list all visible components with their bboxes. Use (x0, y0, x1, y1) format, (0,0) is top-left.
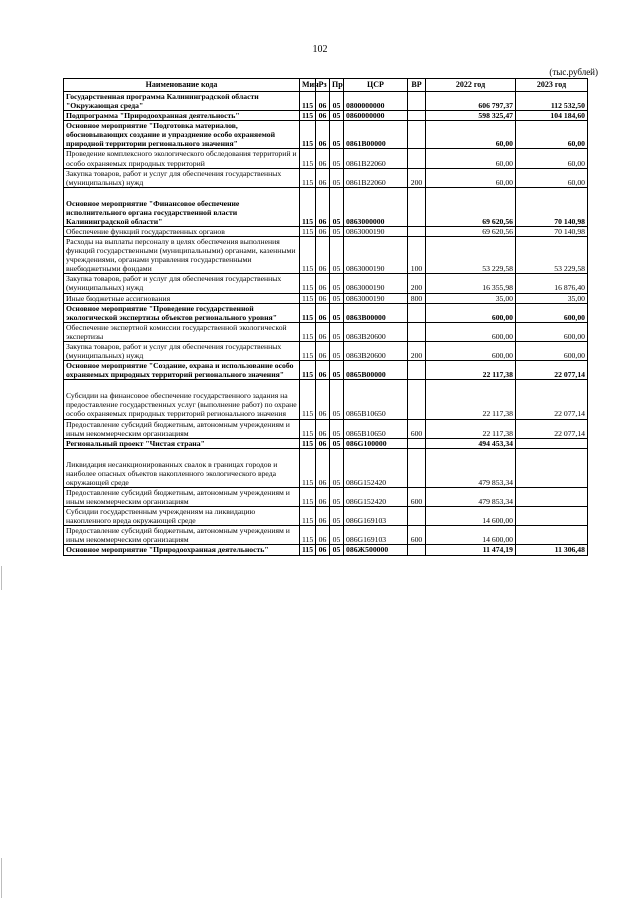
row-csr: 0800000000 (344, 92, 408, 111)
row-csr: 086G152420 (344, 487, 408, 506)
table-header-row (64, 79, 588, 92)
row-min: 115 (300, 168, 316, 187)
row-csr: 0861B22060 (344, 168, 408, 187)
row-vr (408, 438, 426, 448)
row-pr: 05 (330, 274, 344, 293)
row-rz: 06 (316, 361, 330, 380)
row-pr: 05 (330, 507, 344, 526)
row-min: 115 (300, 380, 316, 419)
header-vr: ВР (408, 79, 426, 92)
row-rz: 06 (316, 380, 330, 419)
row-2023: 35,00 (516, 293, 588, 303)
table-row (64, 448, 588, 487)
table-row (64, 545, 588, 555)
row-pr: 05 (330, 322, 344, 341)
table-row (64, 507, 588, 526)
row-2023: 600,00 (516, 303, 588, 322)
row-name: Основное мероприятие "Проведение государственной экологической экспертизы объектов регионального уровня" (64, 303, 300, 322)
row-pr: 05 (330, 448, 344, 487)
row-csr: 0863000190 (344, 274, 408, 293)
row-2023: 53 229,58 (516, 237, 588, 274)
row-vr (408, 303, 426, 322)
row-name: Закупка товаров, работ и услуг для обеспечения государственных (муниципальных) нужд (64, 168, 300, 187)
row-vr (408, 187, 426, 226)
row-pr: 05 (330, 92, 344, 111)
row-name: Основное мероприятие "Создание, охрана и использование особо охраняемых природных территорий регионального значения" (64, 361, 300, 380)
row-rz: 06 (316, 545, 330, 555)
row-min: 115 (300, 448, 316, 487)
table-body (64, 92, 588, 556)
header-rz: Рз (316, 79, 330, 92)
row-name: Предоставление субсидий бюджетным, автономным учреждениям и иным некоммерческим организациям (64, 419, 300, 438)
table-row (64, 341, 588, 360)
row-rz: 06 (316, 149, 330, 168)
row-2023: 11 306,48 (516, 545, 588, 555)
row-name: Обеспечение функций государственных органов (64, 227, 300, 237)
row-csr: 0865B00000 (344, 361, 408, 380)
row-min: 115 (300, 341, 316, 360)
table-row (64, 168, 588, 187)
row-2022: 600,00 (426, 341, 516, 360)
row-2022: 22 117,38 (426, 380, 516, 419)
row-2022: 22 117,38 (426, 419, 516, 438)
row-pr: 05 (330, 341, 344, 360)
row-csr: 086G100000 (344, 438, 408, 448)
row-csr: 0865B10650 (344, 380, 408, 419)
row-vr (408, 361, 426, 380)
row-vr (408, 149, 426, 168)
row-2022: 14 600,00 (426, 526, 516, 545)
row-vr: 600 (408, 487, 426, 506)
table-row (64, 380, 588, 419)
row-2023: 60,00 (516, 168, 588, 187)
row-name: Иные бюджетные ассигнования (64, 293, 300, 303)
row-csr: 0863000190 (344, 237, 408, 274)
row-csr: 0863B20600 (344, 341, 408, 360)
table-row (64, 187, 588, 226)
row-2023: 22 077,14 (516, 419, 588, 438)
row-2023: 60,00 (516, 149, 588, 168)
row-pr: 05 (330, 121, 344, 149)
row-pr: 05 (330, 380, 344, 419)
row-rz: 06 (316, 438, 330, 448)
row-csr: 0863000190 (344, 293, 408, 303)
row-pr: 05 (330, 303, 344, 322)
row-min: 115 (300, 507, 316, 526)
row-pr: 05 (330, 438, 344, 448)
row-2023 (516, 526, 588, 545)
table-row (64, 438, 588, 448)
row-vr (408, 507, 426, 526)
row-min: 115 (300, 293, 316, 303)
row-csr: 0863000000 (344, 187, 408, 226)
row-csr: 086G169103 (344, 526, 408, 545)
row-name: Ликвидация несанкционированных свалок в границах городов и наиболее опасных объектов накопленного экологического вреда окружающей среде (64, 448, 300, 487)
row-csr: 0861B22060 (344, 149, 408, 168)
row-2023 (516, 507, 588, 526)
row-vr (408, 380, 426, 419)
row-2023: 70 140,98 (516, 227, 588, 237)
scan-edge-mark (1, 858, 2, 898)
row-name: Закупка товаров, работ и услуг для обеспечения государственных (муниципальных) нужд (64, 341, 300, 360)
row-2023: 22 077,14 (516, 361, 588, 380)
row-pr: 05 (330, 149, 344, 168)
row-pr: 05 (330, 545, 344, 555)
row-min: 115 (300, 545, 316, 555)
row-csr: 086Ж500000 (344, 545, 408, 555)
row-vr (408, 111, 426, 121)
row-vr: 200 (408, 341, 426, 360)
header-2023: 2023 год (516, 79, 588, 92)
header-name: Наименование кода (64, 79, 300, 92)
row-rz: 06 (316, 293, 330, 303)
table-row (64, 487, 588, 506)
header-csr: ЦСР (344, 79, 408, 92)
row-name: Основное мероприятие "Подготовка материалов, обосновывающих создание и упразднение особо охраняемой природной территории регионального значения" (64, 121, 300, 149)
row-min: 115 (300, 274, 316, 293)
row-rz: 06 (316, 187, 330, 226)
row-2023: 600,00 (516, 322, 588, 341)
row-vr (408, 545, 426, 555)
row-2022: 14 600,00 (426, 507, 516, 526)
row-vr: 600 (408, 526, 426, 545)
row-2022: 600,00 (426, 322, 516, 341)
row-min: 115 (300, 303, 316, 322)
row-pr: 05 (330, 293, 344, 303)
row-2023 (516, 448, 588, 487)
row-name: Закупка товаров, работ и услуг для обеспечения государственных (муниципальных) нужд (64, 274, 300, 293)
scan-edge-mark (1, 566, 2, 590)
row-vr: 200 (408, 274, 426, 293)
row-name: Основное мероприятие "Финансовое обеспечение исполнительного органа государственной власти Калининградской области" (64, 187, 300, 226)
row-pr: 05 (330, 237, 344, 274)
table-row (64, 111, 588, 121)
table-row (64, 149, 588, 168)
row-min: 115 (300, 111, 316, 121)
row-name: Региональный проект "Чистая страна" (64, 438, 300, 448)
row-2022: 600,00 (426, 303, 516, 322)
row-name: Предоставление субсидий бюджетным, автономным учреждениям и иным некоммерческим организациям (64, 526, 300, 545)
row-min: 115 (300, 361, 316, 380)
row-pr: 05 (330, 168, 344, 187)
header-2022: 2022 год (426, 79, 516, 92)
row-rz: 06 (316, 341, 330, 360)
row-rz: 06 (316, 526, 330, 545)
row-rz: 06 (316, 507, 330, 526)
row-name: Основное мероприятие "Природоохранная деятельность" (64, 545, 300, 555)
row-2022: 479 853,34 (426, 448, 516, 487)
table-row (64, 227, 588, 237)
units-label: (тыс.рублей) (549, 67, 598, 77)
row-vr (408, 121, 426, 149)
row-pr: 05 (330, 227, 344, 237)
table-row (64, 293, 588, 303)
row-vr: 800 (408, 293, 426, 303)
page-number: 102 (312, 44, 328, 55)
row-rz: 06 (316, 274, 330, 293)
row-pr: 05 (330, 187, 344, 226)
row-min: 115 (300, 187, 316, 226)
row-vr: 100 (408, 237, 426, 274)
row-2022: 598 325,47 (426, 111, 516, 121)
row-rz: 06 (316, 237, 330, 274)
table-row (64, 121, 588, 149)
row-2022: 60,00 (426, 168, 516, 187)
row-min: 115 (300, 121, 316, 149)
row-pr: 05 (330, 526, 344, 545)
row-name: Предоставление субсидий бюджетным, автономным учреждениям и иным некоммерческим организациям (64, 487, 300, 506)
row-2023: 16 876,40 (516, 274, 588, 293)
row-min: 115 (300, 237, 316, 274)
row-csr: 0863B00000 (344, 303, 408, 322)
row-rz: 06 (316, 227, 330, 237)
table-row (64, 361, 588, 380)
row-2022: 60,00 (426, 121, 516, 149)
table-row (64, 92, 588, 111)
row-min: 115 (300, 487, 316, 506)
table-row (64, 303, 588, 322)
row-name: Субсидии государственным учреждениям на ликвидацию накопленного вреда окружающей среде (64, 507, 300, 526)
row-2023: 70 140,98 (516, 187, 588, 226)
row-name: Обеспечение экспертной комиссии государственной экологической экспертизы (64, 322, 300, 341)
row-2022: 606 797,37 (426, 92, 516, 111)
row-vr (408, 448, 426, 487)
row-2023: 22 077,14 (516, 380, 588, 419)
row-vr (408, 322, 426, 341)
header-pr: Пр (330, 79, 344, 92)
row-vr (408, 92, 426, 111)
row-rz: 06 (316, 487, 330, 506)
row-csr: 0863B20600 (344, 322, 408, 341)
row-name: Подпрограмма "Природоохранная деятельность" (64, 111, 300, 121)
row-min: 115 (300, 438, 316, 448)
row-pr: 05 (330, 487, 344, 506)
row-2023 (516, 438, 588, 448)
row-2022: 494 453,34 (426, 438, 516, 448)
row-2022: 35,00 (426, 293, 516, 303)
row-2023: 112 532,50 (516, 92, 588, 111)
row-min: 115 (300, 526, 316, 545)
row-min: 115 (300, 92, 316, 111)
row-2022: 22 117,38 (426, 361, 516, 380)
row-name: Проведение комплексного экологического обследования территорий и особо охраняемых природных территорий (64, 149, 300, 168)
table-row (64, 419, 588, 438)
row-csr: 0865B10650 (344, 419, 408, 438)
row-pr: 05 (330, 361, 344, 380)
row-vr: 200 (408, 168, 426, 187)
table-row (64, 322, 588, 341)
row-name: Государственная программа Калининградской области "Окружающая среда" (64, 92, 300, 111)
row-csr: 0860000000 (344, 111, 408, 121)
row-vr (408, 227, 426, 237)
row-2022: 69 620,56 (426, 227, 516, 237)
row-csr: 0861B00000 (344, 121, 408, 149)
row-csr: 0863000190 (344, 227, 408, 237)
budget-table (63, 78, 588, 556)
row-2023 (516, 487, 588, 506)
row-csr: 086G169103 (344, 507, 408, 526)
row-rz: 06 (316, 92, 330, 111)
row-min: 115 (300, 149, 316, 168)
header-min: Мин (300, 79, 316, 92)
row-csr: 086G152420 (344, 448, 408, 487)
row-pr: 05 (330, 111, 344, 121)
row-2022: 479 853,34 (426, 487, 516, 506)
row-rz: 06 (316, 111, 330, 121)
row-min: 115 (300, 322, 316, 341)
row-2022: 16 355,98 (426, 274, 516, 293)
table-row (64, 237, 588, 274)
row-rz: 06 (316, 322, 330, 341)
row-min: 115 (300, 227, 316, 237)
row-rz: 06 (316, 419, 330, 438)
row-rz: 06 (316, 448, 330, 487)
row-2023: 104 184,60 (516, 111, 588, 121)
row-rz: 06 (316, 121, 330, 149)
table-row (64, 274, 588, 293)
row-2023: 60,00 (516, 121, 588, 149)
row-2022: 60,00 (426, 149, 516, 168)
table-row (64, 526, 588, 545)
row-rz: 06 (316, 303, 330, 322)
row-rz: 06 (316, 168, 330, 187)
row-vr: 600 (408, 419, 426, 438)
row-min: 115 (300, 419, 316, 438)
row-2023: 600,00 (516, 341, 588, 360)
row-pr: 05 (330, 419, 344, 438)
row-2022: 53 229,58 (426, 237, 516, 274)
row-name: Субсидии на финансовое обеспечение государственного задания на предоставление государственных услуг (выполнение работ) по охране особо охраняемых природных территорий регионального значения (64, 380, 300, 419)
row-name: Расходы на выплаты персоналу в целях обеспечения выполнения функций государственными (муниципальными) органами, казенными учреждениями, органами управления государственными внебюджетными фондами (64, 237, 300, 274)
row-2022: 11 474,19 (426, 545, 516, 555)
row-2022: 69 620,56 (426, 187, 516, 226)
